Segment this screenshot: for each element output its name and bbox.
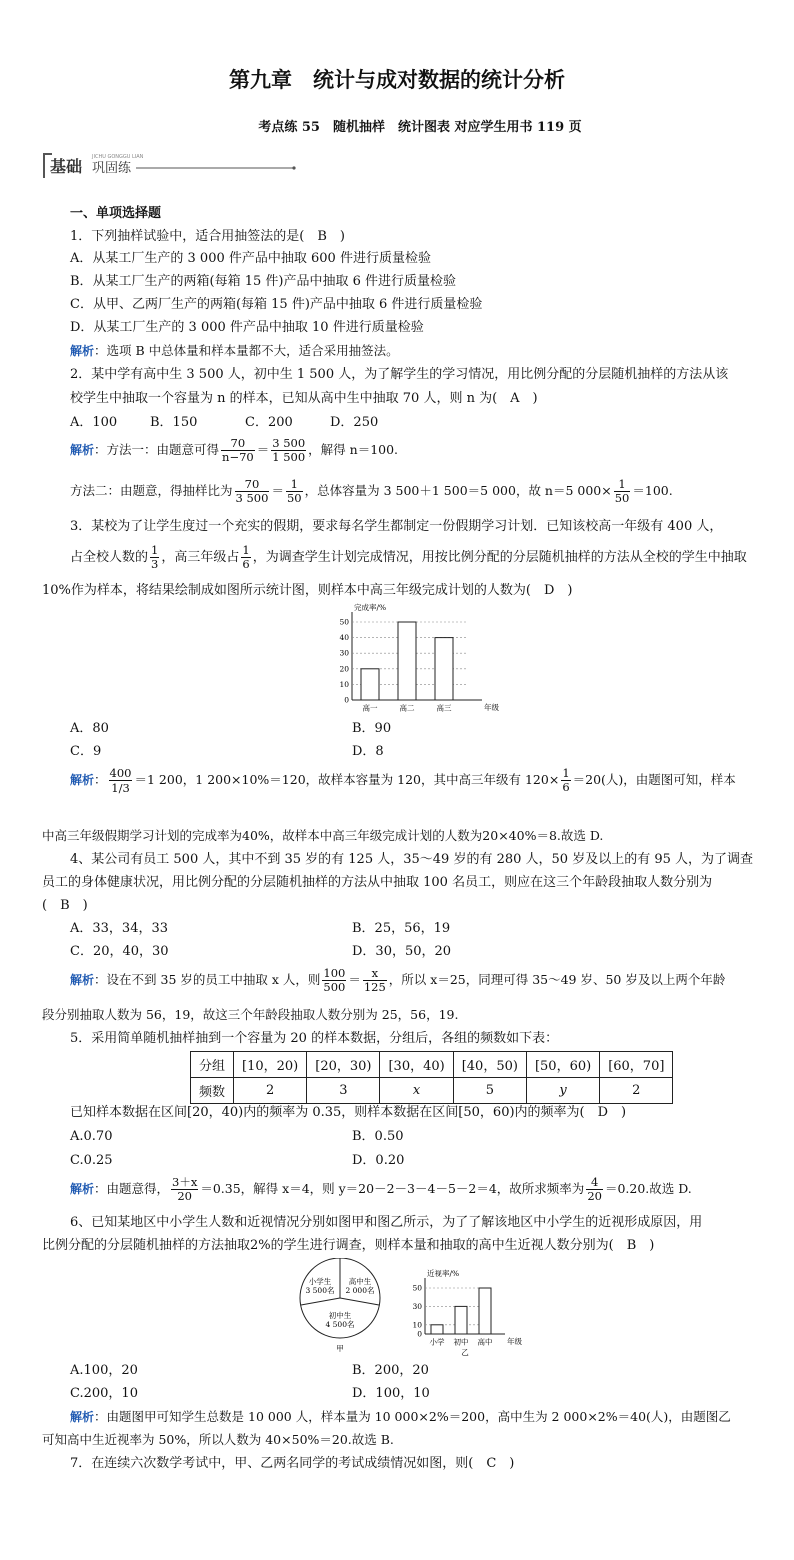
table-cell: 频数 — [191, 1078, 234, 1104]
y-tick-label: 0 — [417, 1329, 422, 1339]
q5-option-a: A.0.70 — [70, 1129, 113, 1144]
table-cell: [60，70] — [600, 1052, 673, 1078]
x-tick-label: 初中 — [453, 1337, 469, 1347]
pie-label: 3 500名 — [305, 1286, 335, 1295]
q4-solution-2: 段分别抽取人数为 56，19，故这三个年龄段抽取人数分别为 25，56，19. — [42, 1007, 459, 1022]
q3-stem-3: 10%作为样本，将结果绘制成如图所示统计图，则样本中高三年级完成计划的人数为( D ) — [42, 583, 573, 598]
q5-solution: 解析：由题意得， $\frac{3+x}{20}$ ＝0.35，解得 x＝4，则 y＝20－2－3－4－5－2＝4，故所求频率为 $\frac{4}{20}$ ＝0.20.故选 D. — [70, 1175, 692, 1203]
page-subtitle: 考点练 55 随机抽样 统计图表 对应学生用书 119 页 — [258, 120, 582, 135]
q3-solution-2: 中高三年级假期学习计划的完成率为40%，故样本中高三年级完成计划的人数为20×40%＝8.故选 D. — [42, 828, 604, 843]
q3-bar-chart — [320, 600, 500, 718]
q6-stem-2: 比例分配的分层随机抽样的方法抽取2%的学生进行调查，则样本量和抽取的高中生近视人数分别为( B ) — [42, 1238, 655, 1253]
q5-option-c: C.0.25 — [70, 1153, 113, 1168]
q3-option-a: A．80 — [70, 721, 109, 736]
q5-option-b: B．0.50 — [352, 1129, 404, 1144]
q3-option-d: D．8 — [352, 744, 384, 759]
q5-stem-2: 已知样本数据在区间[20，40)内的频率为 0.35，则样本数据在区间[50，60)内的频率为( D ) — [70, 1105, 627, 1120]
y-tick-label: 0 — [344, 695, 349, 705]
q2-option-d: D．250 — [330, 415, 379, 430]
table-cell: x — [380, 1078, 453, 1104]
section-heading: 一、单项选择题 — [70, 206, 162, 221]
table-cell: 3 — [307, 1078, 380, 1104]
q6-bar-chart — [405, 1258, 533, 1358]
q2-stem-2: 校学生中抽取一个容量为 n 的样本，已知从高中生中抽取 70 人，则 n 为( A ) — [70, 391, 538, 406]
x-axis-label: 年级 — [507, 1336, 522, 1346]
q6-pie-chart — [298, 1258, 388, 1354]
table-cell: [40，50) — [453, 1052, 526, 1078]
q4-stem-3: ( B ) — [42, 898, 88, 913]
q6-option-a: A.100，20 — [70, 1363, 138, 1378]
pie-label: 小学生 — [308, 1277, 332, 1286]
section-badge — [40, 150, 300, 182]
q1-option-d: D．从某工厂生产的 3 000 件产品中抽取 10 件进行质量检验 — [70, 320, 424, 335]
bar — [455, 1306, 467, 1334]
x-tick-label: 高一 — [362, 703, 378, 713]
badge-sub: 巩固练 — [92, 161, 132, 176]
y-tick-label: 40 — [339, 633, 349, 643]
y-tick-label: 30 — [339, 648, 349, 658]
x-tick-label: 高中 — [477, 1337, 493, 1347]
q5-frequency-table — [190, 1051, 673, 1104]
pie-caption: 甲 — [336, 1344, 344, 1353]
y-axis-label: 完成率/% — [354, 603, 387, 612]
q6-stem-1: 6、已知某地区中小学生人数和近视情况分别如图甲和图乙所示，为了了解该地区中小学生的近视形成原因，用 — [70, 1215, 703, 1230]
q5-option-d: D．0.20 — [352, 1153, 405, 1168]
pie-label: 4 500名 — [325, 1320, 355, 1329]
table-cell: 2 — [234, 1078, 307, 1104]
q6-option-b: B．200，20 — [352, 1363, 429, 1378]
q6-option-c: C.200，10 — [70, 1386, 138, 1401]
q1-option-c: C．从甲、乙两厂生产的两箱(每箱 15 件)产品中抽取 6 件进行质量检验 — [70, 297, 483, 312]
y-axis-label: 近视率/% — [427, 1269, 460, 1278]
page-title: 第九章 统计与成对数据的统计分析 — [229, 68, 565, 92]
table-cell: y — [526, 1078, 599, 1104]
y-tick-label: 20 — [339, 664, 349, 674]
table-row — [191, 1078, 673, 1104]
table-cell: 分组 — [191, 1052, 234, 1078]
q4-solution-1: 解析：设在不到 35 岁的员工中抽取 x 人，则 $\frac{100}{500}$ ＝ $\frac{x}{125}$ ，所以 x＝25，同理可得 35～49 岁、50 岁及以上两个年龄 — [70, 966, 726, 994]
table-cell: 2 — [600, 1078, 673, 1104]
q6-option-d: D．100，10 — [352, 1386, 430, 1401]
pie-label: 初中生 — [328, 1311, 352, 1320]
table-cell: 5 — [453, 1078, 526, 1104]
q3-option-b: B．90 — [352, 721, 392, 736]
q3-option-c: C．9 — [70, 744, 102, 759]
q1-solution: 解析：选项 B 中总体量和样本量都不大，适合采用抽签法。 — [70, 343, 399, 358]
y-tick-label: 30 — [412, 1301, 422, 1311]
y-tick-label: 10 — [339, 679, 349, 689]
bar — [435, 638, 453, 700]
q2-stem-1: 2．某中学有高中生 3 500 人，初中生 1 500 人，为了解学生的学习情况，用比例分配的分层随机抽样的方法从该 — [70, 367, 729, 382]
x-tick-label: 小学 — [429, 1337, 445, 1347]
q4-option-a: A．33，34，33 — [70, 921, 169, 936]
q3-stem-2: 占全校人数的 $\frac{1}{3}$ ，高三年级占 $\frac{1}{6}$ ，为调查学生计划完成情况，用按比例分配的分层随机抽样的方法从全校的学生中抽取 — [70, 543, 747, 571]
q2-option-b: B．150 — [150, 415, 198, 430]
pie-label: 2 000名 — [345, 1286, 375, 1295]
table-cell: [20，30) — [307, 1052, 380, 1078]
chart-caption: 乙 — [461, 1348, 469, 1357]
q1-stem: 1．下列抽样试验中，适合用抽签法的是( B ) — [70, 229, 345, 244]
q4-stem-2: 员工的身体健康状况，用比例分配的分层随机抽样的方法从中抽取 100 名员工，则应在这三个年龄段抽取人数分别为 — [42, 875, 713, 890]
q2-option-a: A．100 — [70, 415, 118, 430]
q1-option-b: B．从某工厂生产的两箱(每箱 15 件)产品中抽取 6 件进行质量检验 — [70, 274, 457, 289]
y-tick-label: 10 — [412, 1320, 422, 1330]
q1-option-a: A．从某工厂生产的 3 000 件产品中抽取 600 件进行质量检验 — [70, 251, 431, 266]
badge-main: 基础 — [50, 157, 83, 176]
bar — [431, 1325, 443, 1334]
x-tick-label: 高二 — [399, 703, 415, 713]
table-cell: [10，20) — [234, 1052, 307, 1078]
q7-stem: 7．在连续六次数学考试中，甲、乙两名同学的考试成绩情况如图，则( C ) — [70, 1456, 515, 1471]
table-row — [191, 1052, 673, 1078]
bar — [398, 622, 416, 700]
q2-solution-2: 方法二：由题意，得抽样比为 $\frac{70}{3 500}$ ＝ $\frac{1}{50}$ ，总体容量为 3 500＋1 500＝5 000，故 n＝5 000× $\frac{1}{50}$ ＝100. — [70, 477, 673, 505]
q4-option-c: C．20，40，30 — [70, 944, 169, 959]
q6-solution-1: 解析：由题图甲可知学生总数是 10 000 人，样本量为 10 000×2%＝200，高中生为 2 000×2%＝40(人)，由题图乙 — [70, 1409, 731, 1424]
q2-solution-1: 解析：方法一：由题意可得 $\frac{70}{n-70}$ ＝ $\frac{3 500}{1 500}$ ，解得 n＝100. — [70, 436, 399, 464]
q3-stem-1: 3．某校为了让学生度过一个充实的假期，要求每名学生都制定一份假期学习计划．已知该校高一年级有 400 人， — [70, 519, 723, 534]
bar — [479, 1288, 491, 1334]
y-tick-label: 50 — [339, 617, 349, 627]
table-cell: [50，60) — [526, 1052, 599, 1078]
q4-option-b: B．25，56，19 — [352, 921, 451, 936]
q4-option-d: D．30，50，20 — [352, 944, 452, 959]
pie-label: 高中生 — [348, 1277, 372, 1286]
q2-option-c: C．200 — [245, 415, 293, 430]
badge-small: JICHU GONGGU LIAN — [92, 154, 144, 160]
q6-solution-2: 可知高中生近视率为 50%，所以人数为 40×50%＝20.故选 B. — [42, 1432, 394, 1447]
bar — [361, 669, 379, 700]
q3-solution-1: 解析： $\frac{400}{1/3}$ ＝1 200，1 200×10%＝120，故样本容量为 120，其中高三年级有 120× $\frac{1}{6}$ ＝20(人)，由题图可知，样本 — [70, 766, 736, 795]
q5-stem: 5．采用简单随机抽样抽到一个容量为 20 的样本数据，分组后，各组的频数如下表： — [70, 1031, 559, 1046]
q4-stem-1: 4、某公司有员工 500 人，其中不到 35 岁的有 125 人，35～49 岁的有 280 人，50 岁及以上的有 95 人，为了调查 — [70, 852, 754, 867]
x-tick-label: 高三 — [436, 703, 452, 713]
table-cell: [30，40) — [380, 1052, 453, 1078]
x-axis-label: 年级 — [484, 702, 499, 712]
y-tick-label: 50 — [412, 1283, 422, 1293]
